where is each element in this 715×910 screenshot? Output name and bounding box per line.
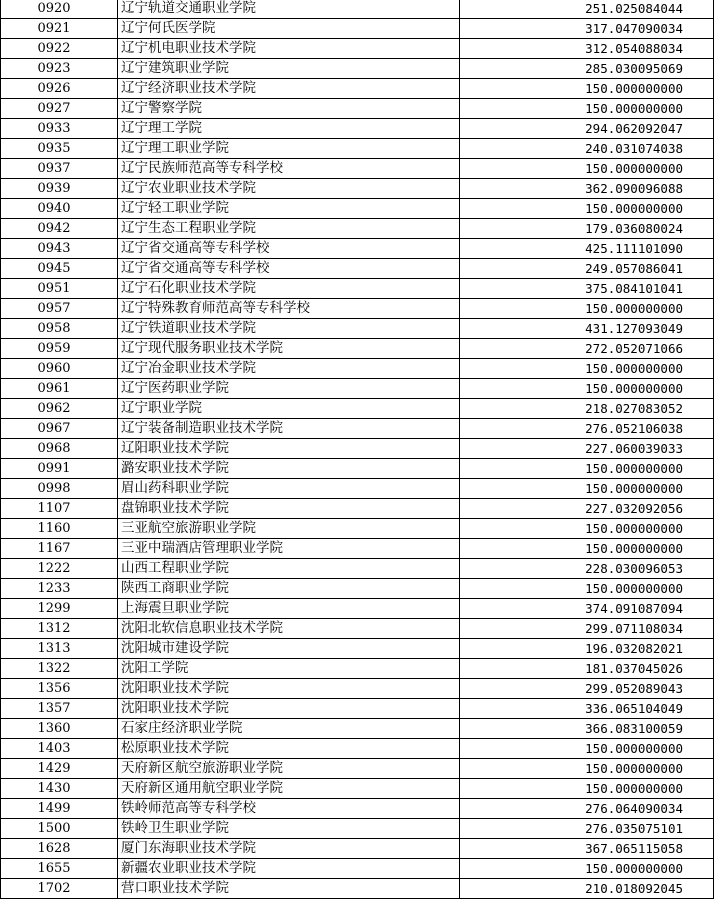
school-code-cell: 0921 (1, 19, 118, 39)
school-name-cell: 三亚中瑞酒店管理职业学院 (118, 539, 460, 559)
score-cell: 150.000000000 (460, 299, 714, 319)
school-name-cell: 松原职业技术学院 (118, 739, 460, 759)
school-code-cell: 0922 (1, 39, 118, 59)
score-cell: 150.000000000 (460, 359, 714, 379)
school-code-cell: 0933 (1, 119, 118, 139)
school-name-cell: 辽宁医药职业学院 (118, 379, 460, 399)
table-row (1, 399, 714, 419)
school-name-cell: 辽宁机电职业技术学院 (118, 39, 460, 59)
table-row (1, 559, 714, 579)
school-code-cell: 1360 (1, 719, 118, 739)
school-code-cell: 1356 (1, 679, 118, 699)
score-cell: 285.030095069 (460, 59, 714, 79)
table-row (1, 759, 714, 779)
score-cell: 299.071108034 (460, 619, 714, 639)
score-cell: 294.062092047 (460, 119, 714, 139)
score-cell: 150.000000000 (460, 519, 714, 539)
table-row (1, 199, 714, 219)
table-row (1, 0, 714, 19)
school-name-cell: 辽宁理工学院 (118, 119, 460, 139)
score-cell: 150.000000000 (460, 199, 714, 219)
school-name-cell: 三亚航空旅游职业学院 (118, 519, 460, 539)
school-name-cell: 陕西工商职业学院 (118, 579, 460, 599)
score-cell: 150.000000000 (460, 379, 714, 399)
school-name-cell: 天府新区通用航空职业学院 (118, 779, 460, 799)
school-code-cell: 0960 (1, 359, 118, 379)
score-cell: 249.057086041 (460, 259, 714, 279)
school-name-cell: 沈阳职业技术学院 (118, 679, 460, 699)
table-row (1, 59, 714, 79)
school-code-cell: 1107 (1, 499, 118, 519)
score-cell: 276.035075101 (460, 819, 714, 839)
school-name-cell: 沈阳城市建设学院 (118, 639, 460, 659)
school-name-cell: 辽宁装备制造职业技术学院 (118, 419, 460, 439)
table-row (1, 79, 714, 99)
school-code-cell: 0923 (1, 59, 118, 79)
table-row (1, 819, 714, 839)
score-cell: 150.000000000 (460, 459, 714, 479)
table-row (1, 139, 714, 159)
school-code-cell: 0942 (1, 219, 118, 239)
score-cell: 150.000000000 (460, 759, 714, 779)
school-code-cell: 0957 (1, 299, 118, 319)
score-cell: 240.031074038 (460, 139, 714, 159)
table-row (1, 459, 714, 479)
table-row (1, 119, 714, 139)
school-name-cell: 辽宁经济职业技术学院 (118, 79, 460, 99)
score-cell: 196.032082021 (460, 639, 714, 659)
school-code-cell: 0939 (1, 179, 118, 199)
school-code-cell: 1702 (1, 879, 118, 899)
table-row (1, 599, 714, 619)
school-code-cell: 0961 (1, 379, 118, 399)
table-row (1, 319, 714, 339)
table-row (1, 279, 714, 299)
school-name-cell: 辽宁警察学院 (118, 99, 460, 119)
school-name-cell: 眉山药科职业学院 (118, 479, 460, 499)
score-cell: 272.052071066 (460, 339, 714, 359)
school-code-cell: 1357 (1, 699, 118, 719)
table-row (1, 99, 714, 119)
school-name-cell: 辽宁省交通高等专科学校 (118, 259, 460, 279)
school-code-cell: 0968 (1, 439, 118, 459)
score-cell: 375.084101041 (460, 279, 714, 299)
table-row (1, 39, 714, 59)
school-name-cell: 新疆农业职业技术学院 (118, 859, 460, 879)
score-cell: 227.060039033 (460, 439, 714, 459)
school-name-cell: 辽宁何氏医学院 (118, 19, 460, 39)
score-cell: 210.018092045 (460, 879, 714, 899)
table-row (1, 619, 714, 639)
score-cell: 150.000000000 (460, 79, 714, 99)
score-cell: 366.083100059 (460, 719, 714, 739)
school-name-cell: 上海震旦职业学院 (118, 599, 460, 619)
table-row (1, 799, 714, 819)
school-name-cell: 辽宁轨道交通职业学院 (118, 0, 460, 19)
table-row (1, 719, 714, 739)
school-code-cell: 0927 (1, 99, 118, 119)
table-row (1, 539, 714, 559)
table-body (1, 0, 714, 899)
school-name-cell: 潞安职业技术学院 (118, 459, 460, 479)
table-row (1, 379, 714, 399)
table-row (1, 839, 714, 859)
school-name-cell: 天府新区航空旅游职业学院 (118, 759, 460, 779)
school-name-cell: 山西工程职业学院 (118, 559, 460, 579)
school-code-cell: 1167 (1, 539, 118, 559)
school-code-cell: 0991 (1, 459, 118, 479)
score-cell: 317.047090034 (460, 19, 714, 39)
table-row (1, 439, 714, 459)
school-name-cell: 盘锦职业技术学院 (118, 499, 460, 519)
score-cell: 227.032092056 (460, 499, 714, 519)
school-code-cell: 1628 (1, 839, 118, 859)
school-name-cell: 铁岭师范高等专科学校 (118, 799, 460, 819)
school-code-cell: 0943 (1, 239, 118, 259)
table-row (1, 739, 714, 759)
school-name-cell: 辽宁农业职业技术学院 (118, 179, 460, 199)
score-cell: 431.127093049 (460, 319, 714, 339)
table-row (1, 879, 714, 899)
table-row (1, 339, 714, 359)
school-name-cell: 沈阳职业技术学院 (118, 699, 460, 719)
school-code-cell: 1655 (1, 859, 118, 879)
score-cell: 276.052106038 (460, 419, 714, 439)
score-cell: 150.000000000 (460, 579, 714, 599)
school-name-cell: 辽宁轻工职业学院 (118, 199, 460, 219)
score-cell: 150.000000000 (460, 859, 714, 879)
school-code-cell: 0998 (1, 479, 118, 499)
table-row (1, 859, 714, 879)
school-name-cell: 辽宁职业学院 (118, 399, 460, 419)
school-name-cell: 辽宁省交通高等专科学校 (118, 239, 460, 259)
school-code-cell: 1312 (1, 619, 118, 639)
school-code-cell: 1222 (1, 559, 118, 579)
table-row (1, 659, 714, 679)
school-code-cell: 1233 (1, 579, 118, 599)
score-cell: 228.030096053 (460, 559, 714, 579)
score-cell: 150.000000000 (460, 159, 714, 179)
table-row (1, 19, 714, 39)
school-code-cell: 0959 (1, 339, 118, 359)
score-cell: 362.090096088 (460, 179, 714, 199)
school-code-cell: 1299 (1, 599, 118, 619)
score-cell: 150.000000000 (460, 99, 714, 119)
score-cell: 299.052089043 (460, 679, 714, 699)
score-cell: 150.000000000 (460, 479, 714, 499)
table-row (1, 699, 714, 719)
score-cell: 150.000000000 (460, 539, 714, 559)
school-name-cell: 辽宁铁道职业技术学院 (118, 319, 460, 339)
school-name-cell: 辽宁冶金职业技术学院 (118, 359, 460, 379)
table-row (1, 499, 714, 519)
school-code-cell: 0958 (1, 319, 118, 339)
school-code-cell: 0926 (1, 79, 118, 99)
school-name-cell: 石家庄经济职业学院 (118, 719, 460, 739)
table-row (1, 679, 714, 699)
score-cell: 374.091087094 (460, 599, 714, 619)
school-code-cell: 0935 (1, 139, 118, 159)
school-code-cell: 1430 (1, 779, 118, 799)
school-name-cell: 辽宁现代服务职业技术学院 (118, 339, 460, 359)
school-name-cell: 沈阳工学院 (118, 659, 460, 679)
school-name-cell: 铁岭卫生职业学院 (118, 819, 460, 839)
school-name-cell: 辽宁特殊教育师范高等专科学校 (118, 299, 460, 319)
school-name-cell: 厦门东海职业技术学院 (118, 839, 460, 859)
table-row (1, 579, 714, 599)
school-code-cell: 0951 (1, 279, 118, 299)
school-name-cell: 辽宁民族师范高等专科学校 (118, 159, 460, 179)
score-cell: 150.000000000 (460, 739, 714, 759)
school-code-cell: 1322 (1, 659, 118, 679)
table-row (1, 179, 714, 199)
table-row (1, 419, 714, 439)
school-code-cell: 1403 (1, 739, 118, 759)
school-code-cell: 0962 (1, 399, 118, 419)
score-cell: 425.111101090 (460, 239, 714, 259)
school-code-cell: 0920 (1, 0, 118, 19)
table-row (1, 519, 714, 539)
score-cell: 251.025084044 (460, 0, 714, 19)
table-row (1, 479, 714, 499)
score-cell: 276.064090034 (460, 799, 714, 819)
school-name-cell: 辽阳职业技术学院 (118, 439, 460, 459)
score-cell: 367.065115058 (460, 839, 714, 859)
table-row (1, 219, 714, 239)
school-name-cell: 辽宁建筑职业学院 (118, 59, 460, 79)
school-code-cell: 1429 (1, 759, 118, 779)
school-code-cell: 1160 (1, 519, 118, 539)
school-code-cell: 0945 (1, 259, 118, 279)
table-row (1, 159, 714, 179)
score-cell: 218.027083052 (460, 399, 714, 419)
school-name-cell: 辽宁理工职业学院 (118, 139, 460, 159)
school-code-cell: 0967 (1, 419, 118, 439)
school-code-cell: 1313 (1, 639, 118, 659)
score-cell: 336.065104049 (460, 699, 714, 719)
score-cell: 179.036080024 (460, 219, 714, 239)
table-row (1, 639, 714, 659)
table-row (1, 299, 714, 319)
score-cell: 150.000000000 (460, 779, 714, 799)
school-name-cell: 沈阳北软信息职业技术学院 (118, 619, 460, 639)
table-row (1, 779, 714, 799)
score-cell: 312.054088034 (460, 39, 714, 59)
score-cell: 181.037045026 (460, 659, 714, 679)
school-code-cell: 0940 (1, 199, 118, 219)
school-code-cell: 1500 (1, 819, 118, 839)
school-name-cell: 辽宁石化职业技术学院 (118, 279, 460, 299)
table-row (1, 239, 714, 259)
school-code-cell: 1499 (1, 799, 118, 819)
school-code-cell: 0937 (1, 159, 118, 179)
school-name-cell: 辽宁生态工程职业学院 (118, 219, 460, 239)
table-row (1, 359, 714, 379)
table-row (1, 259, 714, 279)
school-name-cell: 营口职业技术学院 (118, 879, 460, 899)
